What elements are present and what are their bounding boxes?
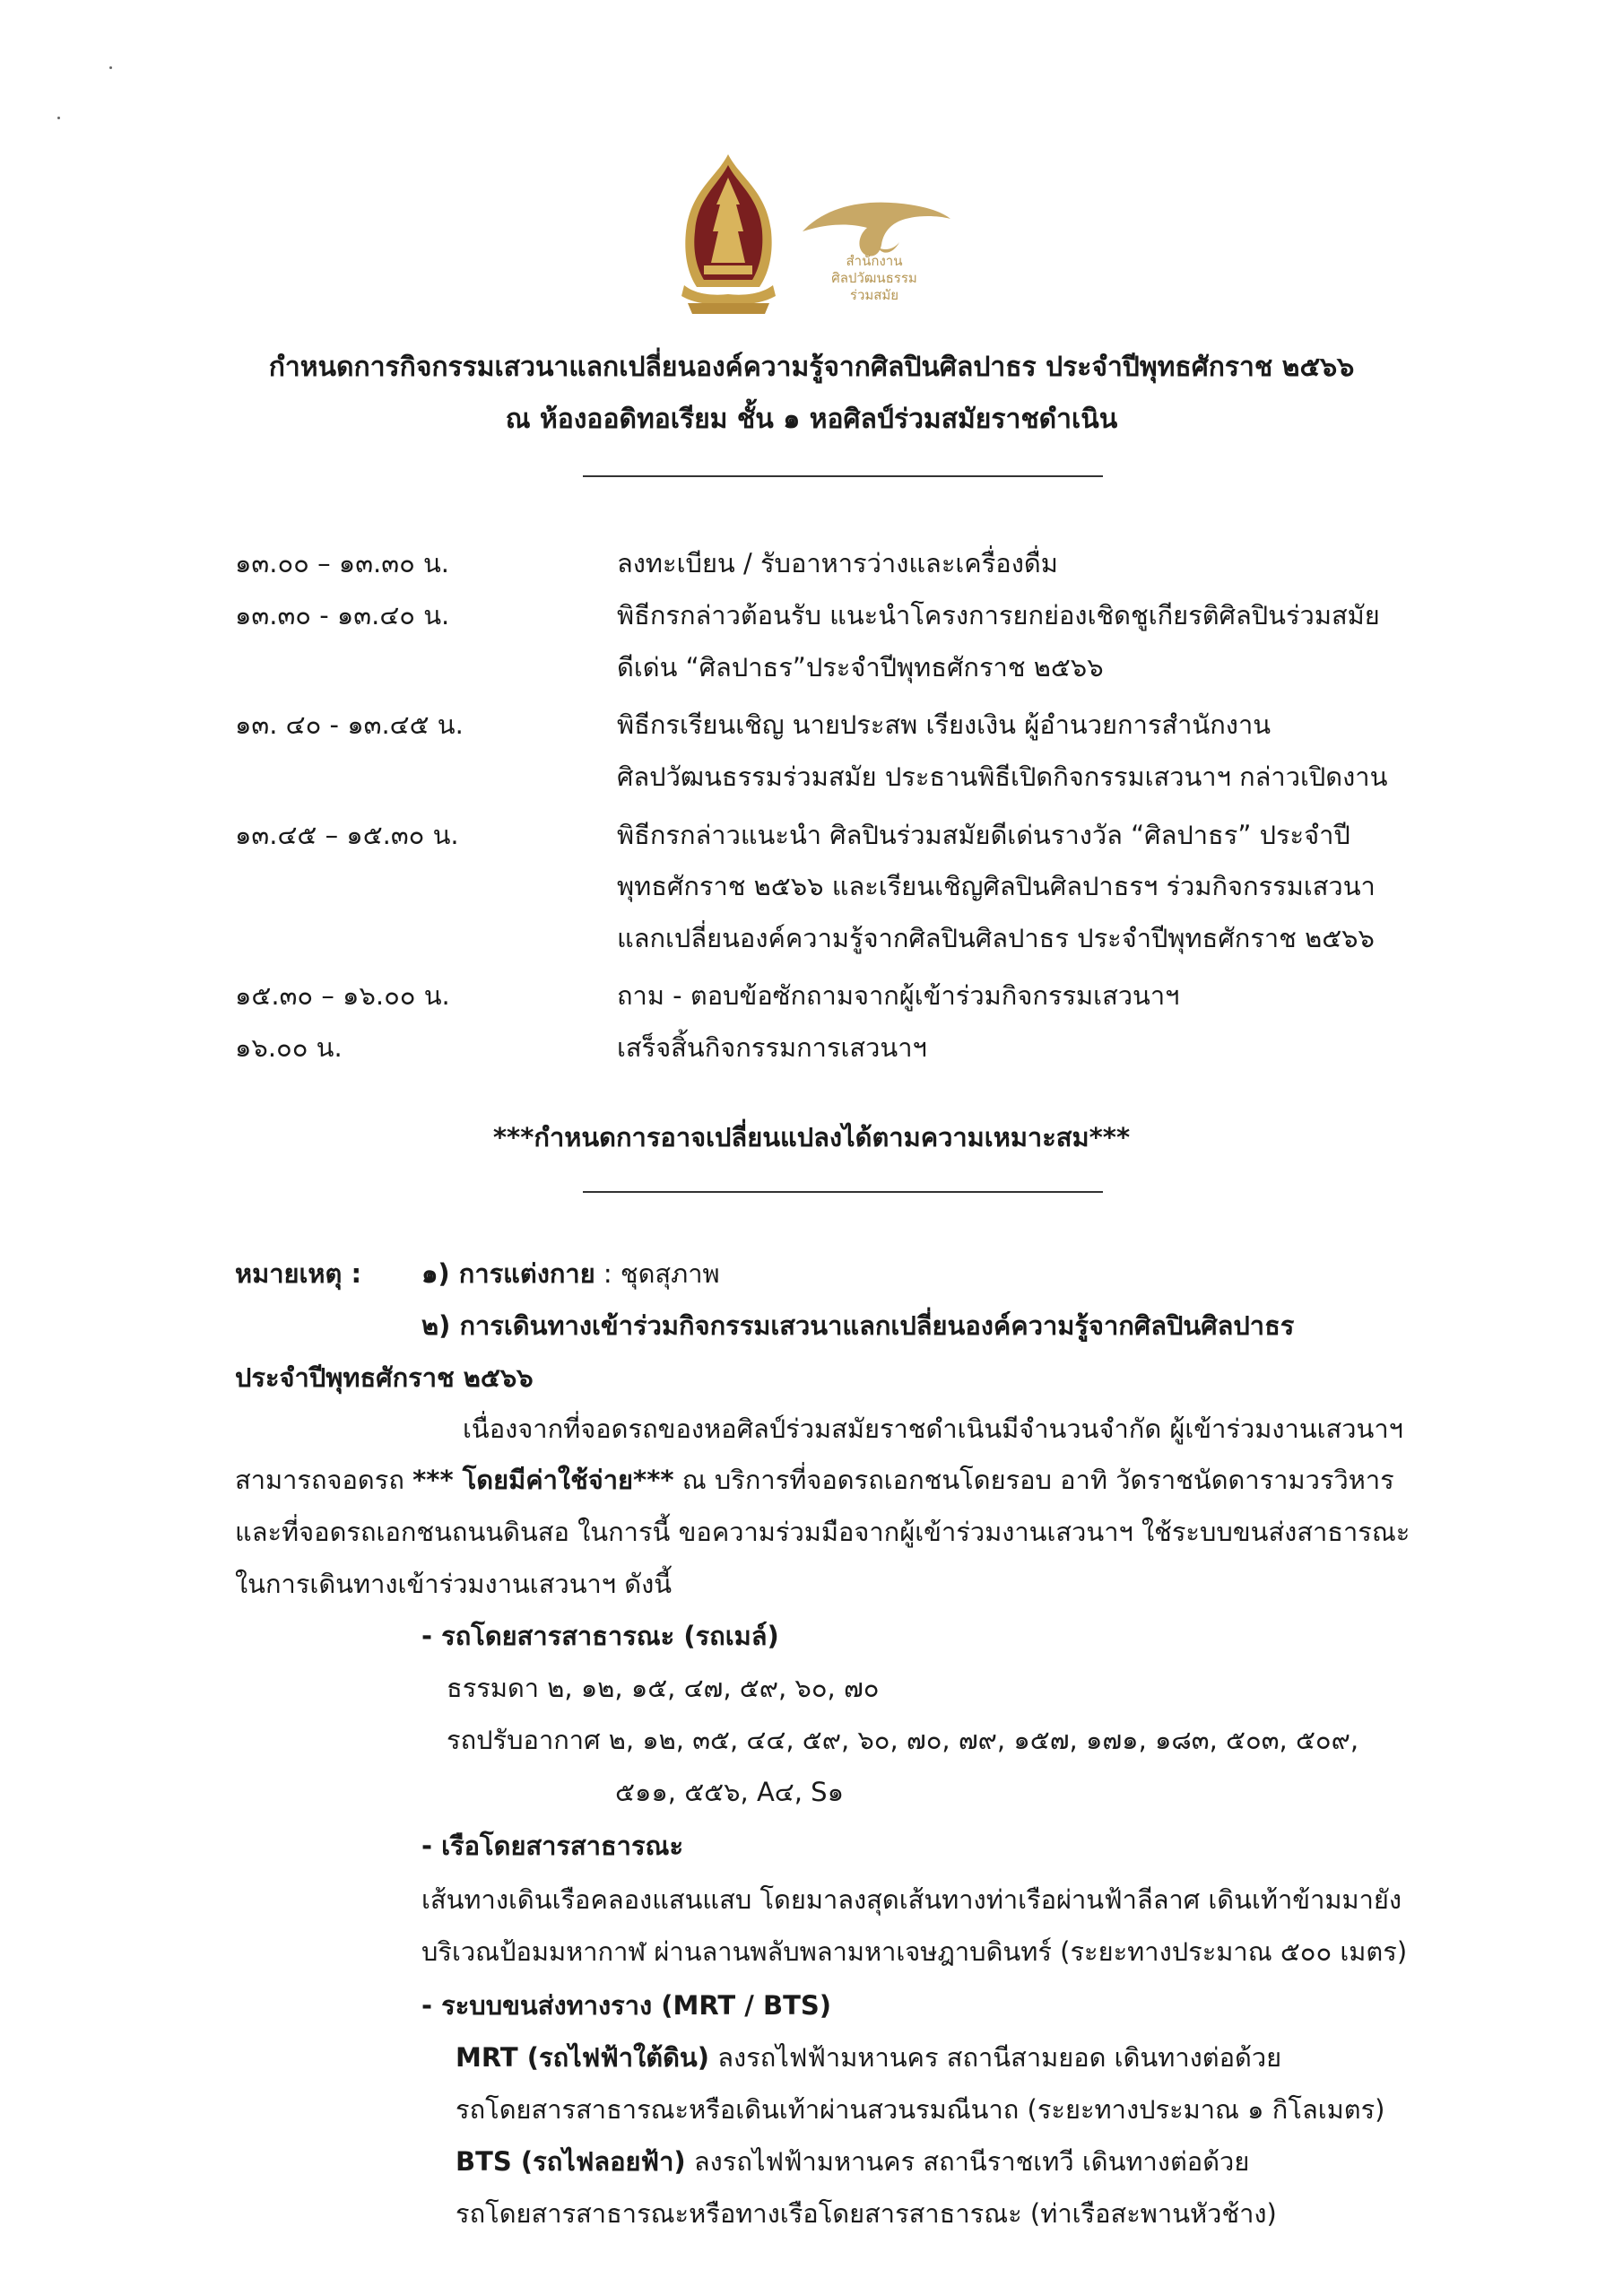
schedule-activity: ถาม - ตอบข้อซักถามจากผู้เข้าร่วมกิจกรรมเสวนาฯ (617, 980, 1180, 1011)
remark-dress-code (421, 1248, 720, 1299)
schedule-activity: ลงทะเบียน / รับอาหารว่างและเครื่องดื่ม (617, 548, 1058, 578)
paragraph-line (235, 1455, 1394, 1505)
document-subtitle: ณ ห้องออดิทอเรียม ชั้น ๑ หอศิลป์ร่วมสมัยราชดำเนิน (505, 404, 1118, 435)
schedule-notice: ***กำหนดการอาจเปลี่ยนแปลงได้ตามความเหมาะสม*** (492, 1122, 1131, 1152)
paragraph-line: ในการเดินทางเข้าร่วมงานเสวนาฯ ดังนี้ (235, 1569, 673, 1599)
mrt-route (456, 2032, 1281, 2083)
document-title: กำหนดการกิจกรรมเสวนาแลกเปลี่ยนองค์ความรู้จากศิลปินศิลปาธร ประจำปีพุทธศักราช ๒๕๖๖ (268, 352, 1355, 383)
schedule-activity: ศิลปวัฒนธรรมร่วมสมัย ประธานพิธีเปิดกิจกรรมเสวนาฯ กล่าวเปิดงาน (617, 761, 1388, 792)
paid-parking-note: *** โดยมีค่าใช้จ่าย*** (412, 1465, 674, 1495)
divider (583, 1191, 1103, 1193)
paragraph-line: เนื่องจากที่จอดรถของหอศิลป์ร่วมสมัยราชดำเนินมีจำนวนจำกัด ผู้เข้าร่วมงานเสวนาฯ (463, 1413, 1403, 1444)
schedule-time: ๑๓.๐๐ – ๑๓.๓๐ น. (235, 548, 450, 578)
paragraph-line: และที่จอดรถเอกชนถนนดินสอ ในการนี้ ขอความร่วมมือจากผู้เข้าร่วมงานเสวนาฯ ใช้ระบบขนส่งสาธารณะ (235, 1517, 1410, 1547)
paragraph-text: สามารถจอดรถ (235, 1465, 413, 1495)
scan-speck (57, 117, 60, 119)
remark-travel-heading-cont: ประจำปีพุทธศักราช ๒๕๖๖ (235, 1362, 534, 1393)
paragraph-text: ณ บริการที่จอดรถเอกชนโดยรอบ อาทิ วัดราชนัดดารามวรวิหาร (673, 1465, 1394, 1495)
rail-heading: - ระบบขนส่งทางราง (MRT / BTS) (421, 1990, 832, 2021)
bts-route (456, 2136, 1249, 2187)
schedule-time: ๑๖.๐๐ น. (235, 1032, 343, 1063)
logo-caption (829, 253, 919, 304)
schedule-activity: ดีเด่น “ศิลปาธร”ประจำปีพุทธศักราช ๒๕๖๖ (617, 652, 1104, 683)
bts-text: ลงรถไฟฟ้ามหานคร สถานีราชเทวี เดินทางต่อด้วย (685, 2146, 1250, 2177)
bus-ac-routes-cont: ๕๑๑, ๕๕๖, A๔, S๑ (615, 1777, 844, 1807)
mrt-text: ลงรถไฟฟ้ามหานคร สถานีสามยอด เดินทางต่อด้วย (709, 2042, 1282, 2073)
schedule-activity: พุทธศักราช ๒๕๖๖ และเรียนเชิญศิลปินศิลปาธรฯ ร่วมกิจกรรมเสวนา (617, 871, 1376, 901)
boat-route-cont: บริเวณป้อมมหากาฬ ผ่านลานพลับพลามหาเจษฎาบดินทร์ (ระยะทางประมาณ ๕๐๐ เมตร) (421, 1936, 1408, 1967)
bus-ac-routes: รถปรับอากาศ ๒, ๑๒, ๓๕, ๔๔, ๕๙, ๖๐, ๗๐, ๗๙, ๑๕๗, ๑๗๑, ๑๘๓, ๕๐๓, ๕๐๙, (447, 1725, 1359, 1755)
bus-regular-routes: ธรรมดา ๒, ๑๒, ๑๕, ๔๗, ๕๙, ๖๐, ๗๐ (447, 1673, 880, 1703)
mrt-label: MRT (รถไฟฟ้าใต้ดิน) (456, 2042, 709, 2073)
logo-caption-line: สำนักงาน (846, 253, 903, 269)
schedule-time: ๑๓.๔๕ – ๑๕.๓๐ น. (235, 820, 459, 850)
schedule-activity: พิธีกรกล่าวแนะนำ ศิลปินร่วมสมัยดีเด่นรางวัล “ศิลปาธร” ประจำปี (617, 820, 1350, 850)
bts-route-cont: รถโดยสารสาธารณะหรือทางเรือโดยสารสาธารณะ (ท่าเรือสะพานหัวช้าง) (456, 2198, 1277, 2229)
logo-caption-line: ร่วมสมัย (849, 287, 899, 303)
schedule-time: ๑๓. ๔๐ - ๑๓.๔๕ น. (235, 709, 464, 740)
schedule-activity: พิธีกรกล่าวต้อนรับ แนะนำโครงการยกย่องเชิดชูเกียรติศิลปินร่วมสมัย (617, 600, 1380, 631)
remark-item-value: : ชุดสุภาพ (603, 1258, 720, 1289)
schedule-activity: เสร็จสิ้นกิจกรรมการเสวนาฯ (617, 1032, 927, 1063)
boat-heading: - เรือโดยสารสาธารณะ (421, 1831, 684, 1861)
remark-item-label: ๑) การแต่งกาย (421, 1258, 595, 1289)
bus-heading: - รถโดยสารสาธารณะ (รถเมล์) (421, 1621, 779, 1651)
schedule-activity: พิธีกรเรียนเชิญ นายประสพ เรียงเงิน ผู้อำนวยการสำนักงาน (617, 709, 1271, 740)
logo-caption-line: ศิลปวัฒนธรรม (831, 270, 917, 286)
schedule-activity: แลกเปลี่ยนองค์ความรู้จากศิลปินศิลปาธร ประจำปีพุทธศักราช ๒๕๖๖ (617, 923, 1375, 953)
office-emblem-icon (677, 151, 780, 321)
remarks-label: หมายเหตุ : (235, 1258, 362, 1289)
boat-route: เส้นทางเดินเรือคลองแสนแสบ โดยมาลงสุดเส้นทางท่าเรือผ่านฟ้าลีลาศ เดินเท้าข้ามมายัง (421, 1884, 1402, 1915)
schedule-time: ๑๓.๓๐ - ๑๓.๔๐ น. (235, 600, 450, 631)
mrt-route-cont: รถโดยสารสาธารณะหรือเดินเท้าผ่านสวนรมณีนาถ (ระยะทางประมาณ ๑ กิโลเมตร) (456, 2094, 1385, 2125)
divider (583, 475, 1103, 477)
bts-label: BTS (รถไฟลอยฟ้า) (456, 2146, 686, 2177)
schedule-time: ๑๕.๓๐ – ๑๖.๐๐ น. (235, 980, 450, 1011)
scan-speck (109, 66, 112, 69)
remark-travel-heading: ๒) การเดินทางเข้าร่วมกิจกรรมเสวนาแลกเปลี่ยนองค์ความรู้จากศิลปินศิลปาธร (421, 1310, 1295, 1341)
